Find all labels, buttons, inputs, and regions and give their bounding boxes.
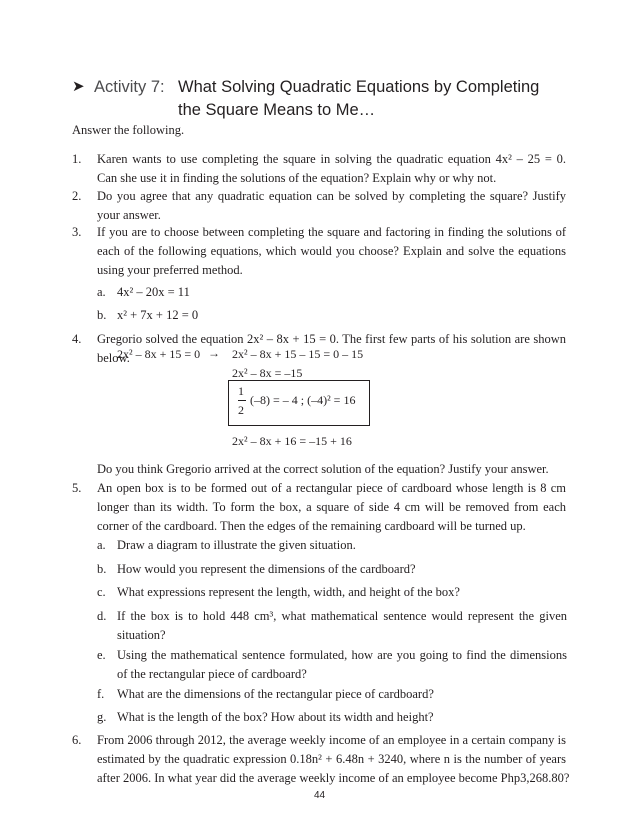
right-arrow-icon: → [208,346,220,360]
part-letter: f. [97,687,105,701]
part-letter: g. [97,710,107,724]
instructions: Answer the following. [72,123,185,137]
question-text-line: longer than its width. To form the box, a square of side 4 cm will be removed from each [97,500,566,514]
question-3-part-b [97,306,567,325]
question-text-line: From 2006 through 2012, the average weekly income of an employee in a certain company is [97,733,566,747]
part-text-line: If the box is to hold 448 cm³, what mathematical sentence would represent the given [117,609,567,623]
question-text-line: corner of the cardboard. Then the edges of the remaining cardboard will be turned up. [97,519,526,533]
part-text-line: What expressions represent the length, width, and height of the box? [117,585,460,599]
question-text-line: your answer. [97,208,161,222]
part-letter: a. [97,538,106,552]
part-letter: d. [97,609,107,623]
question-number: 1. [72,152,82,166]
part-text-line: situation? [117,628,166,642]
solution-step-2: 2x² – 8x = –15 [232,366,303,380]
activity-title-line2: the Square Means to Me… [178,101,376,119]
question-text-line: each of the following equations, which would you choose? Explain and solve the equations [97,244,566,258]
question-text-line: If you are to choose between completing the square and factoring in finding the solutions of [97,225,566,239]
question-5-part-g [97,708,567,727]
fraction-numerator: 1 [238,384,244,398]
question-2 [72,187,566,225]
part-letter: a. [97,285,106,299]
question-6 [72,731,570,788]
part-text-line: How would you represent the dimensions of the cardboard? [117,562,416,576]
part-text-line: What is the length of the box? How about its width and height? [117,710,434,724]
equation: x² + 7x + 12 = 0 [117,308,199,322]
part-text-line: What are the dimensions of the rectangular piece of cardboard? [117,687,434,701]
question-5-part-a [97,536,567,555]
part-text-line: Draw a diagram to illustrate the given situation. [117,538,356,552]
part-letter: b. [97,308,107,322]
fraction-bar [238,400,246,401]
question-number: 5. [72,481,82,495]
solution-start-equation: 2x² – 8x + 15 = 0 [117,347,201,361]
question-1 [72,150,566,188]
part-text-line: Using the mathematical sentence formulated, how are you going to find the dimensions [117,648,567,662]
page-number: 44 [313,790,326,801]
question-number: 6. [72,733,82,747]
part-letter: c. [97,585,106,599]
question-4-follow-up [97,460,567,479]
question-5-part-e [97,646,567,684]
question-text-line: below. [97,351,130,365]
question-text-line: Do you agree that any quadratic equation can be solved by completing the square? Justify [97,189,566,203]
question-5-part-f [97,685,567,704]
activity-label: Activity 7: [94,78,165,96]
part-letter: e. [97,648,106,662]
fraction-denominator: 2 [238,403,244,417]
part-letter: b. [97,562,107,576]
completing-square-computation: (–8) = – 4 ; (–4)² = 16 [250,393,356,407]
question-5-part-b [97,560,567,579]
question-text-line: Can she use it in finding the solutions of the equation? Explain why or why not. [97,171,497,185]
question-5-part-c [97,583,567,602]
question-text-line: An open box is to be formed out of a rectangular piece of cardboard whose length is 8 cm [97,481,566,495]
arrow-icon: ➤ [72,78,85,95]
question-text-line: Gregorio solved the equation 2x² – 8x + 15 = 0. The first few parts of his solution are shown [97,332,566,346]
question-number: 3. [72,225,82,239]
question-text-line: Karen wants to use completing the square in solving the quadratic equation 4x² – 25 = 0. [97,152,566,166]
question-3 [72,223,566,280]
question-5 [72,479,566,536]
question-text-line: estimated by the quadratic expression 0.18n² + 6.48n + 3240, where n is the number of years [97,752,566,766]
part-text-line: of the rectangular piece of cardboard? [117,667,307,681]
question-text-line: after 2006. In what year did the average weekly income of an employee become Php3,268.80? [97,771,570,785]
equation: 4x² – 20x = 11 [117,285,190,299]
activity-title-line1: What Solving Quadratic Equations by Completing [178,78,540,96]
question-5-part-d [97,607,567,645]
solution-step-1: 2x² – 8x + 15 – 15 = 0 – 15 [232,347,364,361]
question-number: 2. [72,189,82,203]
question-number: 4. [72,332,82,346]
question-3-part-a [97,283,567,302]
solution-step-3: 2x² – 8x + 16 = –15 + 16 [232,434,352,448]
question-text-line: using your preferred method. [97,263,243,277]
question-text-line: Do you think Gregorio arrived at the correct solution of the equation? Justify your answer. [97,462,549,476]
